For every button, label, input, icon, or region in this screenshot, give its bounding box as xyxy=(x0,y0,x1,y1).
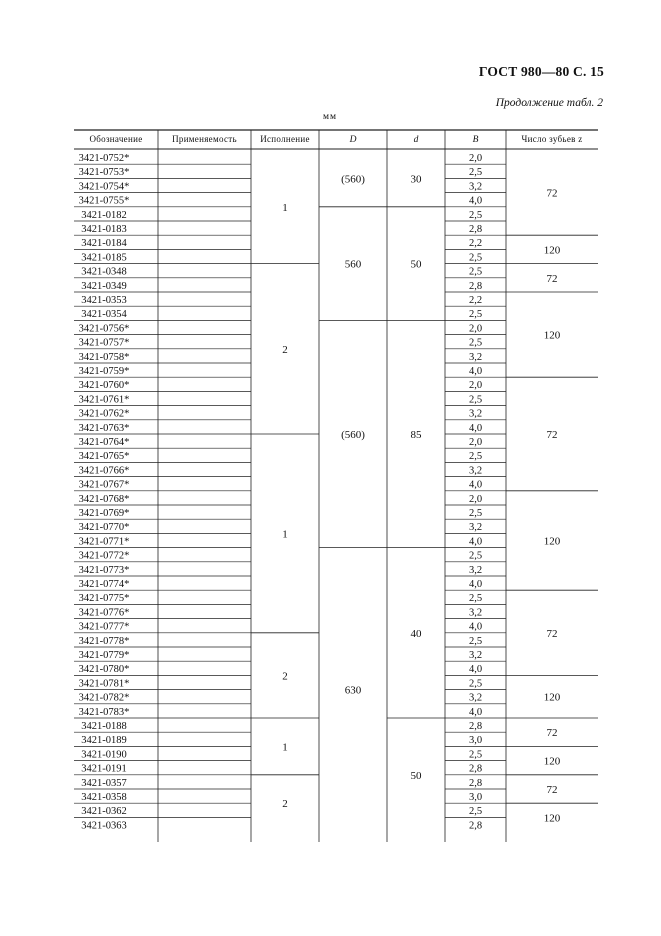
z-cell: 72 xyxy=(546,627,558,640)
cell-B: 2,2 xyxy=(468,295,483,306)
cell-B: 4,0 xyxy=(468,536,483,548)
cell-oboznachenie: 3421-0774* xyxy=(78,579,130,590)
cell-oboznachenie: 3421-0191 xyxy=(81,763,127,775)
col-header-D: D xyxy=(349,135,357,145)
cell-B: 3,2 xyxy=(468,351,483,363)
z-cell: 120 xyxy=(543,755,561,768)
col-header-primenyaemost: Применяемость xyxy=(172,134,237,144)
cell-oboznachenie: 3421-0777* xyxy=(78,621,130,633)
cell-B: 3,2 xyxy=(468,650,483,661)
cell-oboznachenie: 3421-0768* xyxy=(78,493,130,505)
cell-B: 2,0 xyxy=(468,437,483,448)
cell-B: 3,0 xyxy=(468,735,483,747)
cell-B: 2,8 xyxy=(468,224,483,235)
cell-B: 3,2 xyxy=(468,181,483,193)
cell-B: 4,0 xyxy=(468,479,483,491)
cell-B: 2,5 xyxy=(468,209,483,221)
z-cell: 120 xyxy=(543,812,561,825)
cell-B: 2,8 xyxy=(468,721,483,732)
cell-oboznachenie: 3421-0782* xyxy=(78,692,130,704)
cell-oboznachenie: 3421-0754* xyxy=(78,181,130,193)
cell-oboznachenie: 3421-0185 xyxy=(81,252,127,264)
cell-B: 2,5 xyxy=(468,266,483,278)
d-cell: 85 xyxy=(410,429,422,441)
cell-B: 3,0 xyxy=(468,792,483,803)
z-cell: 72 xyxy=(546,727,558,740)
cell-B: 4,0 xyxy=(468,664,483,676)
cell-B: 2,5 xyxy=(468,635,483,647)
table-caption: Продолжение табл. 2 xyxy=(495,97,603,109)
cell-B: 4,0 xyxy=(468,422,483,434)
cell-oboznachenie: 3421-0183 xyxy=(81,224,127,235)
col-header-d: d xyxy=(413,135,419,145)
cell-oboznachenie: 3421-0357 xyxy=(81,777,127,789)
cell-oboznachenie: 3421-0190 xyxy=(81,749,127,761)
cell-oboznachenie: 3421-0753* xyxy=(78,167,130,179)
cell-B: 3,2 xyxy=(468,564,483,576)
cell-oboznachenie: 3421-0354 xyxy=(81,309,127,321)
col-header-oboznachenie: Обозначение xyxy=(89,134,143,144)
cell-B: 2,5 xyxy=(468,508,483,519)
cell-B: 3,2 xyxy=(468,408,483,420)
cell-oboznachenie: 3421-0773* xyxy=(78,564,130,576)
cell-B: 2,0 xyxy=(468,380,483,392)
cell-B: 2,5 xyxy=(468,451,483,463)
col-header-ispolnenie: Исполнение xyxy=(260,134,310,144)
cell-oboznachenie: 3421-0758* xyxy=(78,351,130,363)
d-cell: 50 xyxy=(410,769,422,782)
ispolnenie-cell: 1 xyxy=(282,528,288,541)
cell-oboznachenie: 3421-0760* xyxy=(78,380,130,392)
cell-B: 4,0 xyxy=(468,195,483,207)
cell-B: 2,8 xyxy=(468,777,483,789)
ispolnenie-cell: 1 xyxy=(282,201,288,214)
col-header-z: Число зубьев z xyxy=(521,134,583,144)
cell-oboznachenie: 3421-0769* xyxy=(78,508,130,519)
cell-oboznachenie: 3421-0761* xyxy=(78,394,130,406)
cell-oboznachenie: 3421-0349 xyxy=(81,280,127,292)
z-cell: 72 xyxy=(546,272,558,285)
cell-B: 3,2 xyxy=(468,607,483,619)
z-cell: 120 xyxy=(543,691,561,704)
cell-oboznachenie: 3421-0358 xyxy=(81,792,127,803)
cell-B: 2,2 xyxy=(468,238,483,250)
cell-oboznachenie: 3421-0779* xyxy=(78,650,130,661)
cell-B: 2,0 xyxy=(468,323,483,335)
cell-oboznachenie: 3421-0353 xyxy=(81,295,127,306)
cell-B: 2,8 xyxy=(468,763,483,775)
cell-oboznachenie: 3421-0765* xyxy=(78,451,130,463)
ispolnenie-cell: 2 xyxy=(282,343,288,356)
unit-label: мм xyxy=(323,112,338,122)
cell-B: 4,0 xyxy=(468,706,483,718)
ispolnenie-cell: 2 xyxy=(282,670,288,683)
cell-oboznachenie: 3421-0188 xyxy=(81,721,127,732)
cell-oboznachenie: 3421-0184 xyxy=(81,238,127,250)
z-cell: 120 xyxy=(543,329,561,342)
cell-B: 2,5 xyxy=(468,678,483,690)
cell-B: 2,5 xyxy=(468,252,483,264)
cell-B: 2,5 xyxy=(468,550,483,562)
D-cell: (560) xyxy=(341,173,365,186)
cell-oboznachenie: 3421-0348 xyxy=(81,266,127,278)
z-cell: 72 xyxy=(546,187,558,200)
page-header: ГОСТ 980—80 С. 15 xyxy=(478,64,604,79)
cell-B: 4,0 xyxy=(468,579,483,590)
z-cell: 72 xyxy=(546,784,558,796)
D-cell: (560) xyxy=(341,429,365,441)
D-cell: 630 xyxy=(344,684,362,697)
ispolnenie-cell: 1 xyxy=(282,741,288,754)
cell-oboznachenie: 3421-0363 xyxy=(81,820,127,832)
cell-B: 4,0 xyxy=(468,621,483,633)
cell-B: 2,8 xyxy=(468,280,483,292)
d-cell: 40 xyxy=(410,627,422,640)
cell-B: 3,2 xyxy=(468,692,483,704)
cell-B: 2,5 xyxy=(468,309,483,321)
cell-oboznachenie: 3421-0759* xyxy=(78,366,130,377)
cell-oboznachenie: 3421-0756* xyxy=(78,323,130,335)
cell-oboznachenie: 3421-0762* xyxy=(78,408,130,420)
d-cell: 50 xyxy=(410,258,422,271)
cell-oboznachenie: 3421-0770* xyxy=(78,522,130,534)
cell-B: 4,0 xyxy=(468,366,483,377)
cell-B: 2,5 xyxy=(468,167,483,179)
cell-oboznachenie: 3421-0776* xyxy=(78,607,130,619)
cell-oboznachenie: 3421-0781* xyxy=(78,678,130,690)
cell-B: 2,5 xyxy=(468,337,483,349)
cell-oboznachenie: 3421-0757* xyxy=(78,337,130,349)
cell-oboznachenie: 3421-0189 xyxy=(81,735,127,747)
cell-B: 2,5 xyxy=(468,593,483,605)
cell-oboznachenie: 3421-0752* xyxy=(78,153,130,164)
cell-B: 3,2 xyxy=(468,465,483,477)
cell-oboznachenie: 3421-0780* xyxy=(78,664,130,676)
cell-B: 2,5 xyxy=(468,394,483,406)
cell-B: 2,0 xyxy=(468,493,483,505)
z-cell: 120 xyxy=(543,244,561,257)
cell-B: 2,5 xyxy=(468,749,483,761)
cell-oboznachenie: 3421-0783* xyxy=(78,706,130,718)
cell-oboznachenie: 3421-0362 xyxy=(81,806,127,818)
cell-B: 2,8 xyxy=(468,820,483,832)
cell-oboznachenie: 3421-0778* xyxy=(78,635,130,647)
cell-B: 2,0 xyxy=(468,153,483,164)
cell-oboznachenie: 3421-0182 xyxy=(81,209,127,221)
cell-oboznachenie: 3421-0766* xyxy=(78,465,130,477)
cell-B: 2,5 xyxy=(468,806,483,818)
cell-oboznachenie: 3421-0775* xyxy=(78,593,130,605)
cell-oboznachenie: 3421-0772* xyxy=(78,550,130,562)
cell-oboznachenie: 3421-0767* xyxy=(78,479,130,491)
cell-oboznachenie: 3421-0755* xyxy=(78,195,130,207)
cell-oboznachenie: 3421-0763* xyxy=(78,422,130,434)
cell-B: 3,2 xyxy=(468,522,483,534)
d-cell: 30 xyxy=(410,173,422,186)
ispolnenie-cell: 2 xyxy=(282,798,288,811)
col-header-B: B xyxy=(472,135,479,145)
D-cell: 560 xyxy=(344,258,362,271)
cell-oboznachenie: 3421-0764* xyxy=(78,437,130,448)
z-cell: 120 xyxy=(543,535,561,548)
cell-oboznachenie: 3421-0771* xyxy=(78,536,130,548)
z-cell: 72 xyxy=(546,429,558,441)
